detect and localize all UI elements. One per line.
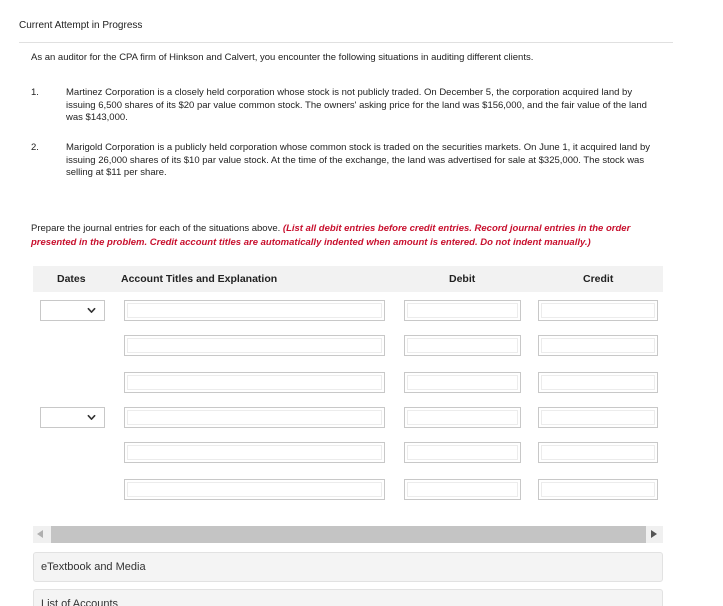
credit-input-row-4[interactable] <box>538 407 658 428</box>
header-debit: Debit <box>449 273 476 285</box>
debit-input-row-5[interactable] <box>404 442 521 463</box>
account-input-row-6[interactable] <box>124 479 385 500</box>
credit-input-row-1[interactable] <box>538 300 658 321</box>
credit-input-row-5[interactable] <box>538 442 658 463</box>
journal-table-header <box>33 266 663 292</box>
problem-text: Martinez Corporation is a closely held corporation whose stock is not publicly traded. On December 5, the corporation acquired land by issuing 6,500 shares of its $20 par value common stock. The owners' asking price for the land was $156,000, and the fair value of the land was $143,000. <box>66 87 647 123</box>
debit-input-row-3[interactable] <box>404 372 521 393</box>
credit-input-row-3[interactable] <box>538 372 658 393</box>
header-credit: Credit <box>583 273 614 285</box>
etextbook-label: eTextbook and Media <box>41 561 146 573</box>
problem-number: 2. <box>31 142 39 153</box>
date-select-entry-1[interactable] <box>40 300 105 321</box>
header-dates: Dates <box>57 273 86 285</box>
credit-input-row-2[interactable] <box>538 335 658 356</box>
instructions-note: (List all debit entries before credit entries. Record journal entries in the order presented in the problem. Credit account titles are automatically indented when amount is entered. Do not indent manually.) <box>31 223 631 248</box>
debit-input-row-2[interactable] <box>404 335 521 356</box>
account-input-row-2[interactable] <box>124 335 385 356</box>
divider <box>19 42 673 43</box>
instructions-text: Prepare the journal entries for each of the situations above. <box>31 223 283 234</box>
chevron-down-icon <box>87 413 96 422</box>
account-input-row-1[interactable] <box>124 300 385 321</box>
attempt-status: Current Attempt in Progress <box>19 20 143 31</box>
account-input-row-3[interactable] <box>124 372 385 393</box>
debit-input-row-6[interactable] <box>404 479 521 500</box>
problem-number: 1. <box>31 87 39 98</box>
date-select-entry-2[interactable] <box>40 407 105 428</box>
credit-input-row-6[interactable] <box>538 479 658 500</box>
chevron-down-icon <box>87 306 96 315</box>
horizontal-scrollbar[interactable] <box>33 526 663 543</box>
account-input-row-5[interactable] <box>124 442 385 463</box>
header-account-titles: Account Titles and Explanation <box>121 273 278 285</box>
etextbook-panel[interactable] <box>33 552 663 582</box>
account-input-row-4[interactable] <box>124 407 385 428</box>
debit-input-row-4[interactable] <box>404 407 521 428</box>
list-of-accounts-label: List of Accounts <box>41 598 119 606</box>
list-of-accounts-panel[interactable] <box>33 589 663 606</box>
debit-input-row-1[interactable] <box>404 300 521 321</box>
scrollbar-thumb[interactable] <box>51 526 646 543</box>
intro-text: As an auditor for the CPA firm of Hinkson and Calvert, you encounter the following situations in auditing different clients. <box>31 52 534 63</box>
problem-text: Marigold Corporation is a publicly held corporation whose common stock is traded on the securities markets. On June 1, it acquired land by issuing 26,000 shares of its $10 par value stock. At the time of the exchange, the land was advertised for sale at $325,000. The stock was selling at $11 per share. <box>66 142 651 178</box>
arrow-left-icon[interactable] <box>37 530 43 538</box>
arrow-right-icon[interactable] <box>651 530 657 538</box>
instructions <box>31 222 661 250</box>
